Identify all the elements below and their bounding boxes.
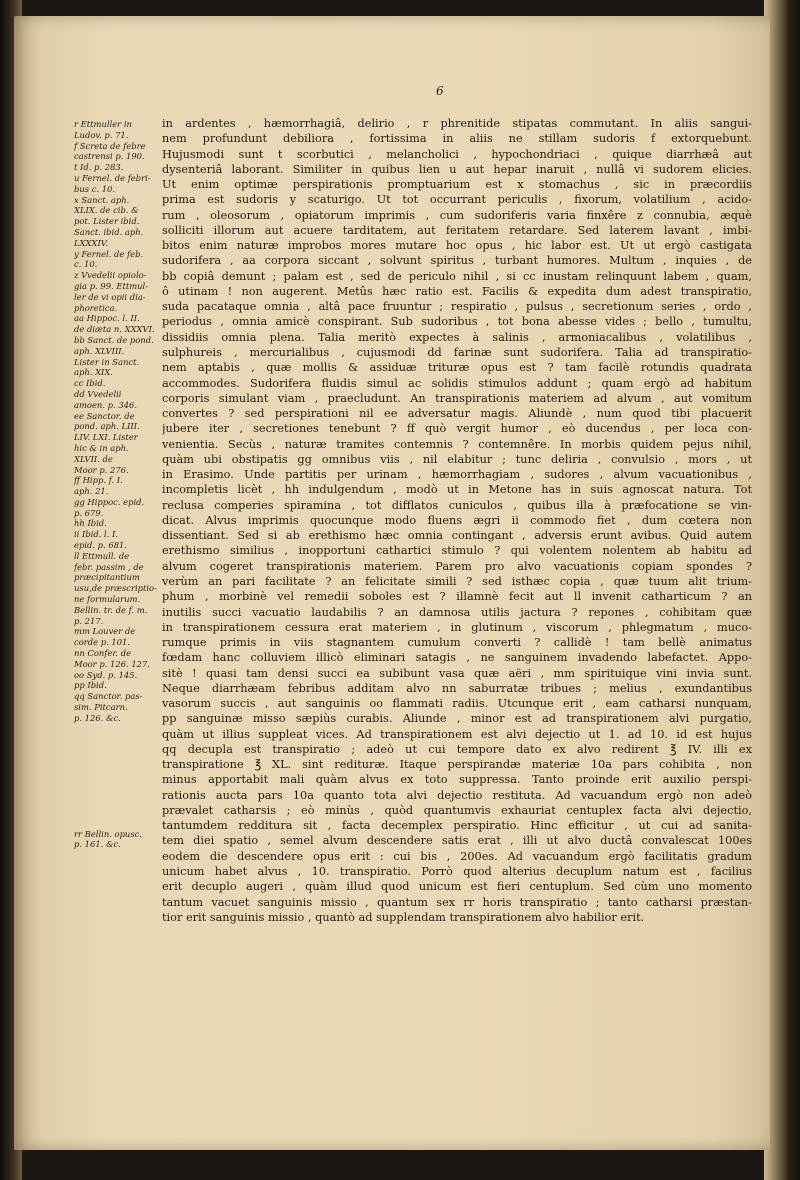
- body-text-line: phum , morbinè vel remedii soboles est ? illamnè fecit aut ll invenit catharticum ? an: [162, 590, 752, 604]
- body-text-line: eodem die descendere opus erit : cui bis , 200es. Ad vacuandum ergò facilitatis gradum: [162, 849, 752, 863]
- margin-note-line: u Fernel. de febri-: [74, 172, 151, 183]
- body-text-line: verùm an pari facilitate ? an felicitate simili ? sed isthæc copia , quæ tuum alit trium-: [162, 574, 752, 588]
- margin-note-line: amoen. p. 346.: [74, 399, 137, 410]
- body-text-line: sudorifera , aa corpora siccant , solvunt spiritus , turbant humores. Multum , inquies , de: [162, 254, 752, 268]
- body-text-line: in transpirationem cessura erat materiem , in glutinum , viscorum , phlegmatum , muco-: [162, 620, 752, 634]
- margin-note-line: Moor p. 126. 127.: [74, 658, 150, 669]
- body-text-line: erethismo similius , inopportuni cathartici stimulo ? qui volentem nolentem ab habitu ad: [162, 544, 752, 558]
- body-text-line: sitè ! quasi tam densi succi ea subibunt vasa quæ aëri , mm spirituique vini invia sunt.: [162, 666, 752, 680]
- margin-note-line: pot. Lister ibid.: [74, 216, 140, 227]
- body-text-line: erit decuplo augeri , quàm illud quod unicum est fieri centuplum. Sed cùm uno momento: [162, 880, 752, 894]
- body-text-line: in Erasimo. Unde partitis per urinam , hæmorrhagiam , sudores , alvum vacuationibus ,: [162, 468, 752, 482]
- margin-note-line: y Fernel. de feb.: [74, 248, 144, 259]
- margin-note-line: pond. aph. LIII.: [74, 421, 140, 432]
- body-text-line: quàm ut illius suppleat vices. Ad transpirationem est alvi dejectio ut 1. ad 10. id est hujus: [162, 727, 752, 741]
- margin-note-line: ll Ettmull. de: [74, 550, 130, 561]
- margin-note-line: gia p. 99. Ettmul-: [74, 280, 149, 291]
- margin-note-line: ee Sanctor. de: [74, 410, 135, 421]
- margin-note-line: x Sanct. aph.: [74, 194, 130, 205]
- margin-note-line: ff Hipp. f. I.: [74, 475, 123, 486]
- body-text: [162, 116, 752, 925]
- body-text-line: fœdam hanc colluviem illicò eliminari satagis , ne sanguinem invadendo labefactet. Appo-: [162, 651, 752, 665]
- body-text-line: suda pacataque omnia , altâ pace fruuntur ; respiratio , pulsus , secretionum series , ordo ,: [162, 300, 752, 314]
- body-text-line: transpiratione ℥ XL. sint redituræ. Itaque perspirandæ materiæ 10a pars cohibita , non: [162, 758, 752, 772]
- body-text-line: tior erit sanguinis missio , quantò ad supplendam transpirationem alvo habilior erit.: [162, 910, 645, 924]
- margin-note-line: oo Syd. p. 145.: [74, 669, 138, 680]
- margin-note-line: aph. XLVIII.: [74, 345, 125, 356]
- body-text-line: corporis simulant viam , praecludunt. An transpirationis materiem ad alvum , aut vomitum: [162, 391, 752, 405]
- margin-note-line: r Ettmuller in: [74, 119, 132, 129]
- body-text-line: tantumdem redditura sit , facta decemplex perspiratio. Hinc efficitur , ut cui ad sanita-: [162, 819, 752, 833]
- body-text-line: ô utinam ! non augerent. Metûs hæc ratio est. Facilis & expedita dum adest transpiratio,: [162, 284, 752, 298]
- body-text-line: dissentiant. Sed si ab erethismo hæc omnia contingant , adversis erunt avibus. Quid autem: [162, 529, 752, 543]
- margin-note-line: aph. 21.: [74, 486, 109, 497]
- body-text-line: sulphureis , mercurialibus , cujusmodi dd farinæ sunt sudorifera. Talia ad transpiratio-: [162, 345, 752, 359]
- body-text-line: rum , oleosorum , opiatorum imprimis , cum sudoriferis varia finxêre z connubia, æquè: [162, 208, 752, 222]
- body-text-line: pp sanguinæ misso sæpiùs curabis. Aliunde , minor est ad transpirationem alvi purgatio,: [162, 712, 752, 726]
- body-text-line: vasorum succis , aut sanguinis oo flammati radiis. Utcunque erit , eam catharsi nunquam,: [162, 697, 752, 711]
- margin-note-line: hh Ibid.: [74, 518, 107, 529]
- body-text-line: incompletis licèt , hh indulgendum , modò ut in Metone has in suis agnoscat natura. Tot: [162, 483, 752, 497]
- margin-note-line: ne formularum.: [74, 594, 141, 605]
- body-text-line: nem profundunt debiliora , fortissima in aliis ne stillam sudoris f extorquebunt.: [162, 132, 752, 146]
- body-text-line: dissidiis omnia plena. Talia meritò expectes à salinis , armoniacalibus , volatilibus ,: [162, 330, 752, 344]
- margin-note-line: c. 10.: [74, 259, 98, 270]
- body-text-line: jubere iter , secretiones tenebunt ? ff quò vergit humor , eò ducendus , per loca con-: [162, 422, 752, 436]
- margin-notes: [74, 119, 162, 850]
- body-text-line: Hujusmodi sunt t scorbutici , melancholici , hypochondriaci , quique diarrhæâ aut: [162, 147, 752, 161]
- margin-note-line: [74, 787, 162, 808]
- margin-note-line: bb Sanct. de pond.: [74, 334, 154, 345]
- body-text-line: Ut enim optimæ perspirationis promptuarium est x stomachus , sic in præcordiis: [162, 178, 752, 192]
- margin-note-line: LIV. LXI. Lister: [74, 432, 138, 443]
- margin-note-line: cc Ibid.: [74, 378, 106, 389]
- body-text-line: prima est sudoris y scaturigo. Ut tot occurrant periculis , fixorum, volatilium , acido-: [162, 193, 752, 207]
- margin-note-line: qq Sanctor. pas-: [74, 691, 143, 702]
- margin-note-line: corde p. 101.: [74, 637, 131, 648]
- margin-note-line: rr Bellin. opusc.: [74, 828, 142, 839]
- margin-note-line: febr. passim , de: [74, 561, 144, 572]
- body-text-line: quàm ubi obstipatis gg omnibus viis , nil elabitur ; tunc deliria , convulsio , mors , ut: [162, 452, 752, 466]
- body-text-line: convertes ? sed perspirationi nil ee adversatur magis. Aliundè , num quod tibi placuerit: [162, 407, 752, 421]
- margin-note-line: Sanct. ibid. aph.: [74, 226, 144, 237]
- margin-note-line: p. 161. &c.: [74, 839, 121, 850]
- body-text-line: venientia. Secùs , naturæ tramites contemnis ? contemnêre. In morbis quidem pejus nihil,: [162, 437, 752, 451]
- body-text-line: dicat. Alvus imprimis quocunque modo fluens ægri ii commodo fiet , dum cœtera non: [162, 513, 752, 527]
- margin-note-line: aph. XIX.: [74, 367, 113, 378]
- margin-note-line: p. 217.: [74, 615, 104, 626]
- margin-note-line: bus c. 10.: [74, 183, 116, 194]
- margin-note-line: ii Ibid. l. I.: [74, 529, 119, 540]
- margin-note-line: aa Hippoc. l. II.: [74, 313, 140, 324]
- margin-note-line: f Screta de febre: [74, 140, 146, 151]
- margin-note-line: z Vvedelii opiolo-: [74, 270, 147, 281]
- body-text-line: alvum cogeret transpirationis materiem. Parem pro alvo vacuationis copiam spondes ?: [162, 559, 752, 573]
- margin-note-line: [74, 745, 162, 766]
- body-text-line: inutilis succi vacuatio laudabilis ? an damnosa utilis jactura ? repones , cohibitam quæ: [162, 605, 752, 619]
- margin-note-line: pp Ibid.: [74, 680, 107, 691]
- margin-note-line: [74, 808, 162, 829]
- body-text-line: tantum vacuet sanguinis missio , quantum sex rr horis transpiratio ; tanto catharsi præstan-: [162, 895, 752, 909]
- margin-note-line: Lister in Sanct.: [74, 356, 140, 367]
- body-text-line: unicum habet alvus , 10. transpiratio. Porrò quod alterius decuplum natum est , facilius: [162, 865, 752, 879]
- book-page: [14, 16, 770, 1150]
- body-text-line: dysenteriâ laborant. Similiter in quibus lien u aut hepar inaruit , nullâ vi sudorem elicies.: [162, 162, 752, 176]
- margin-note-line: phoretica.: [74, 302, 118, 313]
- body-text-line: tem diei spatio , semel alvum descendere satis erat , illi ut alvo ductâ convalescat 100es: [162, 834, 752, 848]
- body-text-line: in ardentes , hæmorrhagiâ, delirio , r phrenitide stipatas commutant. In aliis sangui-: [162, 117, 752, 130]
- body-text-line: nem aptabis , quæ mollis & assiduæ trituræ opus est ? tam facilè rotundis quadrata: [162, 361, 752, 375]
- body-text-line: periodus , omnia amicè conspirant. Sub sudoribus , tot bona abesse vides ; bello , tumultu,: [162, 315, 752, 329]
- margin-note-line: Bellin. tr. de f. m.: [74, 604, 148, 615]
- body-text-line: rumque primis in viis stagnantem cumulum converti ? callidè ! tam bellè animatus: [162, 636, 752, 650]
- margin-note-line: XLVII. de: [74, 453, 113, 464]
- margin-note-line: Ludov. p. 71.: [74, 129, 129, 140]
- body-text-line: minus apportabit mali quàm alvus ex toto suppressa. Tanto proinde erit auxilio perspi-: [162, 773, 752, 787]
- margin-note-line: p. 126. &c.: [74, 712, 121, 723]
- body-text-line: accommodes. Sudorifera fluidis simul ac solidis stimulos addunt ; quam ergò ad habitum: [162, 376, 752, 390]
- body-text-line: Neque diarrhæam febribus additam alvo nn saburratæ tribues ; melius , exundantibus: [162, 681, 752, 695]
- margin-note-line: Moor p. 276.: [74, 464, 129, 475]
- margin-note-line: sim. Pitcarn.: [74, 702, 128, 713]
- body-text-line: qq decupla est transpiratio ; adeò ut cui tempore dato ex alvo redirent ℥ IV. illi ex: [162, 742, 752, 756]
- margin-note-line: p. 679.: [74, 507, 104, 518]
- body-text-line: rationis aucta pars 10a quanto tota alvi dejectio restituta. Ad vacuandum ergò non adeò: [162, 788, 752, 802]
- margin-note-line: dd Vvedelii: [74, 388, 122, 399]
- body-text-line: prævalet catharsis ; eò minùs , quòd quantumvis exhauriat centuplex facta alvi dejectio,: [162, 803, 752, 817]
- margin-note-line: castrensi p. 190.: [74, 151, 145, 162]
- margin-note-line: usu,de præscriptio-: [74, 583, 157, 594]
- body-text-line: bb copiâ demunt ; palam est , sed de periculo nihil , si cc inustam relinquunt labem , quam,: [162, 269, 752, 283]
- body-text-line: reclusa comperies spiramina , tot difflatos cuniculos , quibus illa à præfocatione se vin-: [162, 498, 752, 512]
- margin-note-line: ler de vi opii dia-: [74, 291, 146, 302]
- margin-note-line: præcipitantium: [74, 572, 140, 583]
- margin-note-line: nn Confer. de: [74, 648, 132, 659]
- margin-note-line: LXXXIV.: [74, 237, 109, 248]
- margin-note-line: [74, 724, 162, 745]
- body-text-line: solliciti illorum aut acuere tarditatem, aut feritatem retardare. Sed laterem lavant , imbi-: [162, 223, 752, 237]
- margin-note-line: [74, 766, 162, 787]
- margin-note-line: XLIX. de cib. &: [74, 205, 139, 216]
- margin-note-line: epid. p. 681.: [74, 540, 128, 551]
- margin-note-line: de diæta n. XXXVI.: [74, 324, 155, 335]
- margin-note-line: mm Louver de: [74, 626, 136, 637]
- margin-note-line: gg Hippoc. epid.: [74, 496, 145, 507]
- page-number: 6: [436, 84, 444, 98]
- margin-note-line: hic & in aph.: [74, 442, 129, 453]
- body-text-line: bitos enim naturæ improbos mores mutare hoc opus , hic labor est. Ut ut ergò castigata: [162, 239, 752, 253]
- margin-note-line: t Id. p. 283.: [74, 162, 124, 173]
